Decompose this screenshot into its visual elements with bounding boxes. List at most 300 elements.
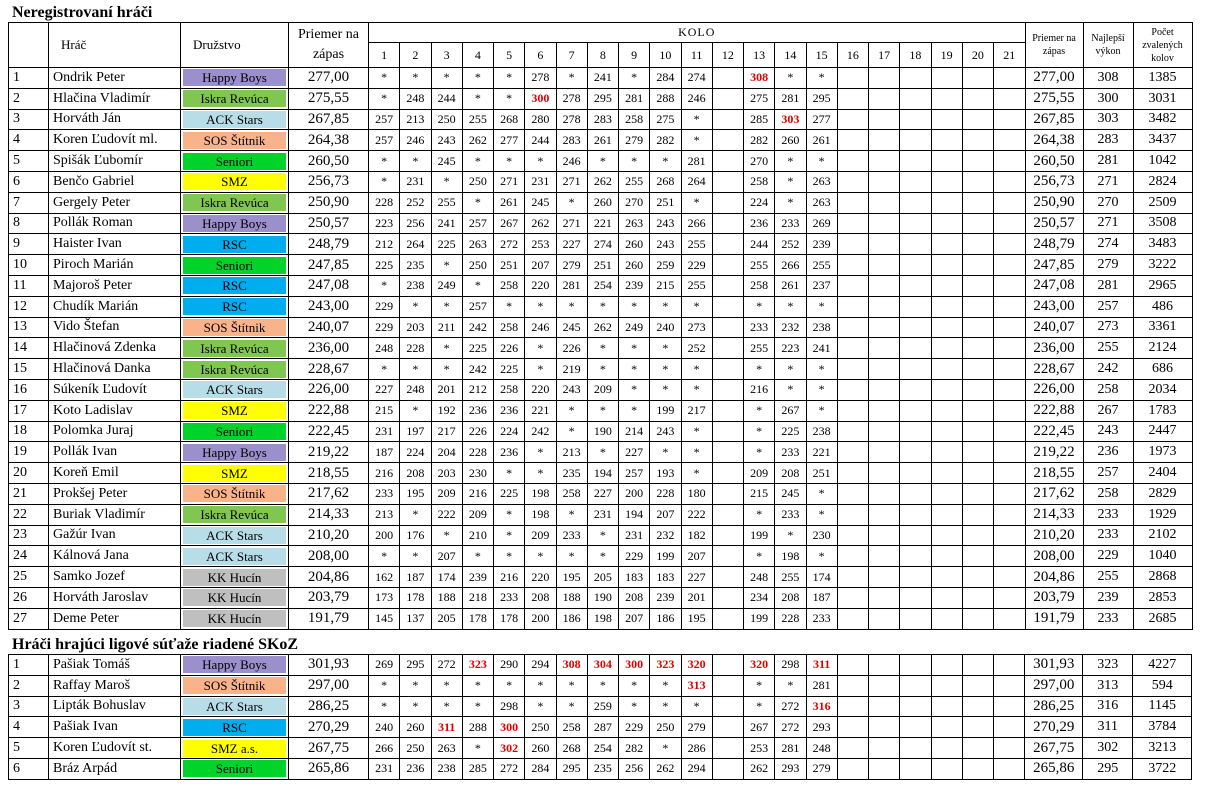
score-cell-round-7: *	[556, 296, 587, 317]
round-header-16: 16	[837, 43, 868, 68]
team-badge: ACK Stars	[183, 111, 286, 128]
score-cell-round-11: 255	[681, 234, 712, 255]
rank-cell: 9	[9, 234, 49, 255]
player-name: Samko Jozef	[49, 567, 181, 588]
score-cell-round-9: *	[619, 151, 650, 172]
score-cell-round-11: *	[681, 696, 712, 717]
score-cell-round-3: 217	[431, 421, 462, 442]
best-cell: 233	[1083, 504, 1133, 525]
score-cell-round-17	[869, 359, 900, 380]
player-name: Koto Ladislav	[49, 400, 181, 421]
score-cell-round-9: 231	[619, 525, 650, 546]
score-cell-round-1: 162	[369, 567, 400, 588]
player-name: Polomka Juraj	[49, 421, 181, 442]
rank-cell: 26	[9, 587, 49, 608]
player-name: Súkeník Ľudovít	[49, 379, 181, 400]
score-cell-round-6: 250	[525, 717, 556, 738]
average-cell-right: 265,86	[1025, 758, 1083, 779]
rank-cell: 12	[9, 296, 49, 317]
score-cell-round-4: 288	[462, 717, 493, 738]
score-cell-round-6: 294	[525, 655, 556, 676]
score-cell-round-8: *	[587, 525, 618, 546]
score-cell-round-19	[931, 738, 962, 759]
score-cell-round-8: 254	[587, 275, 618, 296]
rank-cell: 3	[9, 109, 49, 130]
score-cell-round-21	[994, 675, 1025, 696]
score-cell-round-8: 190	[587, 587, 618, 608]
rank-cell: 7	[9, 192, 49, 213]
score-cell-round-16	[837, 379, 868, 400]
score-cell-round-12	[712, 442, 743, 463]
unregistered-players-table	[8, 22, 1193, 630]
score-cell-round-17	[869, 758, 900, 779]
team-badge: RSC	[183, 298, 286, 315]
score-cell-round-11: 313	[681, 675, 712, 696]
score-cell-round-11: 182	[681, 525, 712, 546]
team-cell	[181, 317, 289, 338]
average-cell-right: 275,55	[1025, 88, 1083, 109]
score-cell-round-7: 246	[556, 151, 587, 172]
score-cell-round-1: 229	[369, 296, 400, 317]
score-cell-round-18	[900, 275, 931, 296]
team-cell	[181, 587, 289, 608]
score-cell-round-14: *	[775, 359, 806, 380]
score-cell-round-15: 221	[806, 442, 837, 463]
score-cell-round-9: 227	[619, 442, 650, 463]
score-cell-round-21	[994, 504, 1026, 525]
score-cell-round-20	[962, 234, 993, 255]
team-cell	[181, 68, 289, 89]
score-cell-round-17	[869, 504, 900, 525]
score-cell-round-6: 200	[525, 608, 556, 629]
score-cell-round-20	[962, 151, 993, 172]
score-cell-round-20	[962, 608, 993, 629]
league-players-table	[8, 654, 1192, 780]
score-cell-round-18	[900, 234, 931, 255]
score-cell-round-16	[837, 421, 868, 442]
score-cell-round-15: 233	[806, 608, 837, 629]
score-cell-round-8: *	[587, 359, 618, 380]
average-cell-right: 203,79	[1025, 587, 1083, 608]
score-cell-round-16	[837, 359, 868, 380]
average-cell: 250,57	[289, 213, 369, 234]
score-cell-round-5: 298	[494, 696, 525, 717]
score-cell-round-1: 213	[369, 504, 400, 525]
score-cell-round-16	[837, 296, 868, 317]
score-cell-round-5: *	[494, 68, 525, 89]
score-cell-round-14: *	[775, 192, 806, 213]
total-cell: 2447	[1133, 421, 1192, 442]
score-cell-round-18	[900, 171, 931, 192]
score-cell-round-6: *	[525, 546, 556, 567]
score-cell-round-21	[994, 338, 1026, 359]
score-cell-round-5: 300	[494, 717, 525, 738]
total-cell: 2685	[1133, 608, 1192, 629]
best-cell: 243	[1083, 421, 1133, 442]
score-cell-round-7: *	[556, 696, 587, 717]
score-cell-round-11: 252	[681, 338, 712, 359]
average-cell: 250,90	[289, 192, 369, 213]
score-cell-round-20	[962, 338, 993, 359]
score-cell-round-21	[994, 359, 1026, 380]
score-cell-round-2: 264	[400, 234, 431, 255]
score-cell-round-3: 174	[431, 567, 462, 588]
score-cell-round-18	[900, 109, 931, 130]
score-cell-round-4: 216	[462, 483, 493, 504]
score-cell-round-19	[931, 359, 962, 380]
score-cell-round-3: 203	[431, 463, 462, 484]
score-cell-round-7: 188	[556, 587, 587, 608]
score-cell-round-4: 178	[462, 608, 493, 629]
score-cell-round-21	[994, 275, 1026, 296]
score-cell-round-13: 258	[744, 275, 775, 296]
score-cell-round-10: 268	[650, 171, 681, 192]
team-badge: KK Hucín	[183, 589, 286, 606]
score-cell-round-21	[994, 738, 1025, 759]
score-cell-round-17	[869, 171, 900, 192]
score-cell-round-7: 308	[556, 655, 587, 676]
score-cell-round-11: 207	[681, 546, 712, 567]
score-cell-round-2: *	[400, 68, 431, 89]
score-cell-round-17	[869, 525, 900, 546]
team-cell	[181, 504, 289, 525]
score-cell-round-18	[900, 675, 931, 696]
team-badge: Happy Boys	[183, 69, 286, 86]
score-cell-round-4: 209	[462, 504, 493, 525]
score-cell-round-18	[900, 255, 931, 276]
score-cell-round-3: 201	[431, 379, 462, 400]
rank-cell: 21	[9, 483, 49, 504]
score-cell-round-1: 187	[369, 442, 400, 463]
score-cell-round-10: 183	[650, 567, 681, 588]
player-name: Piroch Marián	[49, 255, 181, 276]
score-cell-round-20	[962, 109, 993, 130]
score-cell-round-1: 223	[369, 213, 400, 234]
score-cell-round-3: *	[431, 338, 462, 359]
best-header: Najlepší výkon	[1083, 23, 1133, 68]
score-cell-round-21	[994, 109, 1026, 130]
score-cell-round-2: 137	[400, 608, 431, 629]
score-cell-round-21	[994, 655, 1025, 676]
score-cell-round-13: 236	[744, 213, 775, 234]
score-cell-round-17	[869, 442, 900, 463]
rank-cell: 1	[9, 68, 49, 89]
score-cell-round-9: 282	[619, 738, 650, 759]
score-cell-round-17	[869, 546, 900, 567]
score-cell-round-2: *	[400, 151, 431, 172]
average-cell-right: 218,55	[1025, 463, 1083, 484]
score-cell-round-6: 220	[525, 275, 556, 296]
score-cell-round-18	[900, 68, 931, 89]
score-cell-round-11: 246	[681, 88, 712, 109]
score-cell-round-20	[962, 504, 993, 525]
score-cell-round-13: *	[744, 696, 775, 717]
score-cell-round-16	[837, 504, 868, 525]
table-row	[9, 504, 1193, 525]
score-cell-round-8: 198	[587, 608, 618, 629]
score-cell-round-13: 285	[744, 109, 775, 130]
score-cell-round-20	[962, 442, 993, 463]
score-cell-round-12	[712, 400, 743, 421]
average-cell: 260,50	[289, 151, 369, 172]
score-cell-round-15: 311	[806, 655, 837, 676]
average-cell-right: 204,86	[1025, 567, 1083, 588]
score-cell-round-1: 173	[369, 587, 400, 608]
score-cell-round-19	[931, 296, 962, 317]
score-cell-round-10: 199	[650, 546, 681, 567]
score-cell-round-10: *	[650, 738, 681, 759]
team-badge: RSC	[183, 719, 286, 736]
score-cell-round-6: 242	[525, 421, 556, 442]
score-cell-round-8: 283	[587, 109, 618, 130]
total-cell: 1783	[1133, 400, 1192, 421]
score-cell-round-7: *	[556, 400, 587, 421]
rank-cell: 25	[9, 567, 49, 588]
score-cell-round-16	[837, 608, 868, 629]
total-cell: 1385	[1133, 68, 1192, 89]
score-cell-round-16	[837, 255, 868, 276]
score-cell-round-21	[994, 567, 1026, 588]
score-cell-round-8: 251	[587, 255, 618, 276]
score-cell-round-14: 261	[775, 275, 806, 296]
score-cell-round-19	[931, 504, 962, 525]
score-cell-round-15: 281	[806, 675, 837, 696]
round-header-10: 10	[650, 43, 681, 68]
score-cell-round-9: *	[619, 359, 650, 380]
player-header: Hráč	[49, 23, 181, 68]
score-cell-round-2: 250	[400, 738, 431, 759]
score-cell-round-15: 279	[806, 758, 837, 779]
score-cell-round-16	[837, 130, 868, 151]
score-cell-round-12	[712, 109, 743, 130]
round-header-14: 14	[775, 43, 806, 68]
score-cell-round-4: 255	[462, 109, 493, 130]
score-cell-round-3: 244	[431, 88, 462, 109]
score-cell-round-7: 279	[556, 255, 587, 276]
score-cell-round-6: *	[525, 442, 556, 463]
table-row	[9, 587, 1193, 608]
score-cell-round-7: 278	[556, 88, 587, 109]
score-cell-round-12	[712, 504, 743, 525]
table-row	[9, 192, 1193, 213]
score-cell-round-7: 219	[556, 359, 587, 380]
score-cell-round-5: 272	[494, 758, 525, 779]
round-header-5: 5	[494, 43, 525, 68]
score-cell-round-11: 227	[681, 567, 712, 588]
score-cell-round-16	[837, 758, 868, 779]
score-cell-round-6: 253	[525, 234, 556, 255]
score-cell-round-21	[994, 608, 1026, 629]
score-cell-round-19	[931, 608, 962, 629]
score-cell-round-10: 259	[650, 255, 681, 276]
score-cell-round-6: *	[525, 338, 556, 359]
score-cell-round-5: 268	[494, 109, 525, 130]
score-cell-round-16	[837, 675, 868, 696]
score-cell-round-13: 233	[744, 317, 775, 338]
team-badge: Happy Boys	[183, 215, 286, 232]
team-badge: KK Hucín	[183, 610, 286, 627]
total-cell: 2102	[1133, 525, 1192, 546]
score-cell-round-3: 311	[431, 717, 462, 738]
total-cell: 2404	[1133, 463, 1192, 484]
score-cell-round-1: 266	[369, 738, 400, 759]
player-name: Pašiak Ivan	[49, 717, 181, 738]
table-row	[9, 442, 1193, 463]
score-cell-round-14: 267	[775, 400, 806, 421]
score-cell-round-13: 320	[744, 655, 775, 676]
score-cell-round-11: 180	[681, 483, 712, 504]
score-cell-round-18	[900, 130, 931, 151]
team-cell	[181, 338, 289, 359]
score-cell-round-18	[900, 463, 931, 484]
score-cell-round-2: 178	[400, 587, 431, 608]
score-cell-round-19	[931, 675, 962, 696]
score-cell-round-10: 232	[650, 525, 681, 546]
score-cell-round-9: 256	[619, 758, 650, 779]
team-badge: ACK Stars	[183, 381, 286, 398]
score-cell-round-16	[837, 567, 868, 588]
score-cell-round-3: 245	[431, 151, 462, 172]
score-cell-round-15: 174	[806, 567, 837, 588]
average-cell-right: 217,62	[1025, 483, 1083, 504]
score-cell-round-2: *	[400, 400, 431, 421]
score-cell-round-12	[712, 255, 743, 276]
best-cell: 258	[1083, 483, 1133, 504]
score-cell-round-17	[869, 109, 900, 130]
score-cell-round-2: *	[400, 504, 431, 525]
score-cell-round-3: 204	[431, 442, 462, 463]
score-cell-round-20	[962, 463, 993, 484]
score-cell-round-2: 224	[400, 442, 431, 463]
table-row	[9, 109, 1193, 130]
total-cell: 2868	[1133, 567, 1192, 588]
score-cell-round-2: 208	[400, 463, 431, 484]
score-cell-round-17	[869, 296, 900, 317]
score-cell-round-9: *	[619, 338, 650, 359]
score-cell-round-5: 236	[494, 442, 525, 463]
average-cell: 275,55	[289, 88, 369, 109]
average-cell-right: 301,93	[1025, 655, 1083, 676]
score-cell-round-15: 230	[806, 525, 837, 546]
best-cell: 255	[1083, 338, 1133, 359]
score-cell-round-7: 295	[556, 758, 587, 779]
average-cell: 256,73	[289, 171, 369, 192]
score-cell-round-7: *	[556, 68, 587, 89]
score-cell-round-5: *	[494, 296, 525, 317]
score-cell-round-3: *	[431, 255, 462, 276]
score-cell-round-9: 194	[619, 504, 650, 525]
score-cell-round-21	[994, 379, 1026, 400]
team-cell	[181, 655, 289, 676]
best-cell: 233	[1083, 525, 1133, 546]
score-cell-round-17	[869, 717, 900, 738]
score-cell-round-7: 258	[556, 717, 587, 738]
score-cell-round-15: 261	[806, 130, 837, 151]
score-cell-round-6: 260	[525, 738, 556, 759]
score-cell-round-11: 222	[681, 504, 712, 525]
score-cell-round-15: *	[806, 400, 837, 421]
team-badge: SMZ	[183, 173, 286, 190]
team-cell	[181, 463, 289, 484]
score-cell-round-8: *	[587, 296, 618, 317]
score-cell-round-20	[962, 696, 993, 717]
total-header: Počet zvalených kolov	[1133, 23, 1192, 68]
average-cell: 243,00	[289, 296, 369, 317]
score-cell-round-10: 275	[650, 109, 681, 130]
table-row	[9, 675, 1192, 696]
kolo-header: KOLO	[369, 23, 1026, 43]
score-cell-round-20	[962, 130, 993, 151]
score-cell-round-16	[837, 463, 868, 484]
table-row	[9, 359, 1193, 380]
score-cell-round-20	[962, 296, 993, 317]
score-cell-round-7: 235	[556, 463, 587, 484]
rank-cell: 15	[9, 359, 49, 380]
table-row	[9, 88, 1193, 109]
score-cell-round-10: 288	[650, 88, 681, 109]
score-cell-round-7: *	[556, 675, 587, 696]
round-header-12: 12	[712, 43, 743, 68]
score-cell-round-18	[900, 758, 931, 779]
score-cell-round-8: *	[587, 442, 618, 463]
score-cell-round-14: 233	[775, 213, 806, 234]
best-cell: 255	[1083, 567, 1133, 588]
score-cell-round-9: *	[619, 696, 650, 717]
score-cell-round-10: *	[650, 151, 681, 172]
team-badge: SOS Štítnik	[183, 485, 286, 502]
total-cell: 2853	[1133, 587, 1192, 608]
score-cell-round-10: *	[650, 696, 681, 717]
score-cell-round-5: 302	[494, 738, 525, 759]
score-cell-round-12	[712, 738, 743, 759]
score-cell-round-9: 260	[619, 234, 650, 255]
score-cell-round-4: 257	[462, 213, 493, 234]
score-cell-round-7: *	[556, 546, 587, 567]
score-cell-round-19	[931, 317, 962, 338]
score-cell-round-10: 282	[650, 130, 681, 151]
score-cell-round-7: *	[556, 504, 587, 525]
score-cell-round-7: 281	[556, 275, 587, 296]
average-cell: 301,93	[289, 655, 369, 676]
table-row	[9, 130, 1193, 151]
score-cell-round-19	[931, 483, 962, 504]
average-cell: 264,38	[289, 130, 369, 151]
score-cell-round-1: *	[369, 88, 400, 109]
score-cell-round-3: 263	[431, 738, 462, 759]
score-cell-round-17	[869, 587, 900, 608]
score-cell-round-13: 275	[744, 88, 775, 109]
score-cell-round-14: 252	[775, 234, 806, 255]
score-cell-round-16	[837, 655, 868, 676]
team-badge: SMZ	[183, 402, 286, 419]
table-row	[9, 758, 1192, 779]
best-cell: 308	[1083, 68, 1133, 89]
best-cell: 283	[1083, 130, 1133, 151]
rank-cell: 14	[9, 338, 49, 359]
score-cell-round-20	[962, 546, 993, 567]
score-cell-round-4: 323	[462, 655, 493, 676]
score-cell-round-3: 243	[431, 130, 462, 151]
team-cell	[181, 717, 289, 738]
score-cell-round-2: 260	[400, 717, 431, 738]
team-badge: Happy Boys	[183, 656, 286, 673]
score-cell-round-14: 233	[775, 442, 806, 463]
score-cell-round-9: 300	[619, 655, 650, 676]
average-cell-right: 208,00	[1025, 546, 1083, 567]
score-cell-round-5: 225	[494, 359, 525, 380]
score-cell-round-5: 258	[494, 317, 525, 338]
score-cell-round-7: 271	[556, 171, 587, 192]
